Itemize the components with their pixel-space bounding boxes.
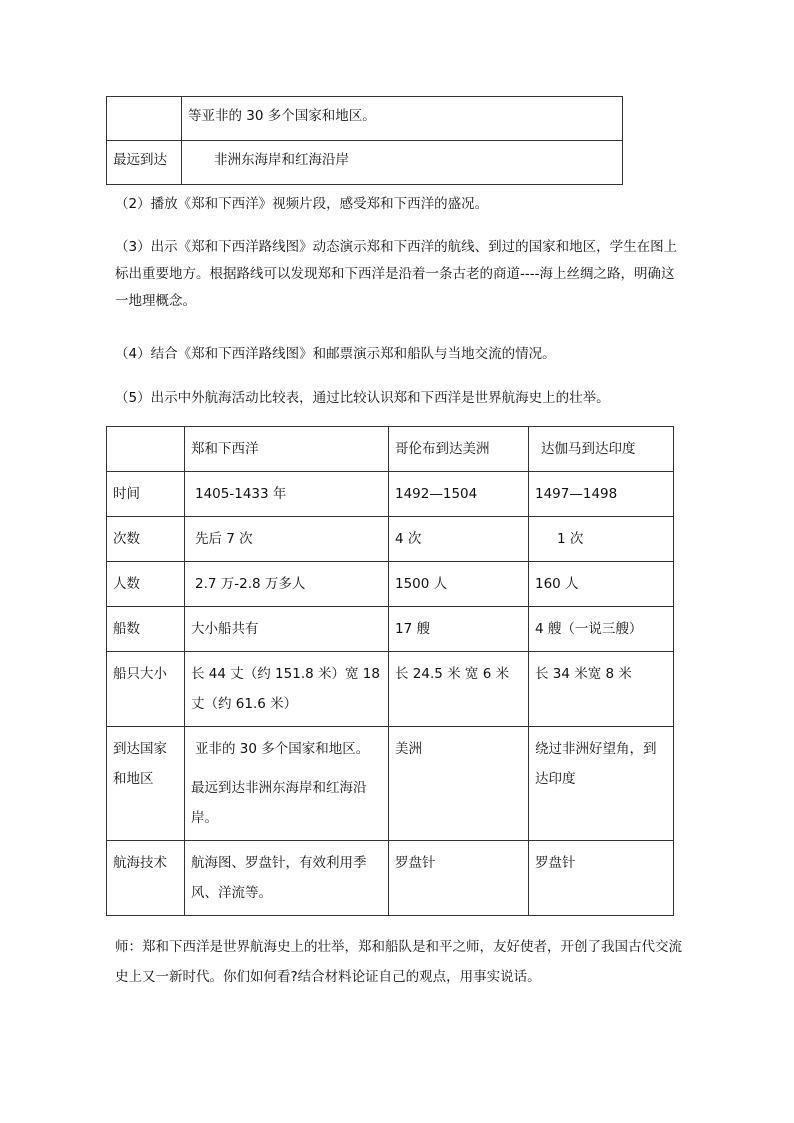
table-row: [107, 841, 674, 916]
cell-zheng-he: 航海图、罗盘针，有效利用季风、洋流等。: [185, 841, 389, 916]
cell-columbus: 美洲: [389, 727, 529, 841]
cell-columbus: 长 24.5 米 宽 6 米: [389, 652, 529, 727]
row-label: 最远到达: [107, 141, 182, 185]
cell-columbus: 1500 人: [389, 562, 529, 607]
step-5: （5）出示中外航海活动比较表，通过比较认识郑和下西洋是世界航海史上的壮举。: [115, 390, 610, 406]
header-blank: [107, 427, 185, 472]
row-value: [182, 141, 623, 185]
row-label: 船只大小: [107, 652, 185, 727]
cell-text: 2.7 万-2.8 万多人: [195, 576, 306, 592]
table-row: [107, 141, 623, 185]
row-label: 到达国家和地区: [107, 727, 185, 841]
header-zheng-he: 郑和下西洋: [185, 427, 389, 472]
cell-zheng-he: [185, 727, 389, 841]
row-value: 等亚非的 30 多个国家和地区。: [182, 97, 623, 141]
table-row: [107, 97, 623, 141]
step-4: （4）结合《郑和下西洋路线图》和邮票演示郑和船队与当地交流的情况。: [115, 346, 556, 362]
cell-text: 1405-1433 年: [195, 486, 287, 502]
table-row: [107, 727, 674, 841]
cell-columbus: 4 次: [389, 517, 529, 562]
cell-columbus: 1492—1504: [389, 472, 529, 517]
row-label: 航海技术: [107, 841, 185, 916]
table-row: [107, 607, 674, 652]
farthest-destination: 非洲东海岸和红海沿岸: [214, 152, 349, 168]
cell-zheng-he: 长 44 丈（约 151.8 米）宽 18 丈（约 61.6 米）: [185, 652, 389, 727]
cell-text: 1 次: [557, 531, 584, 547]
row-label: 时间: [107, 472, 185, 517]
cell-columbus: 罗盘针: [389, 841, 529, 916]
cell-columbus: 17 艘: [389, 607, 529, 652]
header-da-gama: [529, 427, 674, 472]
cell-zheng-he: 大小船共有: [185, 607, 389, 652]
cell-zheng-he: [185, 472, 389, 517]
header-columbus: 哥伦布到达美洲: [389, 427, 529, 472]
row-label: 船数: [107, 607, 185, 652]
table-row: [107, 562, 674, 607]
cell-text-extra: 最远到达非洲东海岸和红海沿岸。: [191, 780, 367, 826]
header-da-gama-label: 达伽马到达印度: [541, 441, 636, 457]
cell-text: 先后 7 次: [195, 531, 253, 547]
cell-zheng-he: [185, 517, 389, 562]
step-2: （2）播放《郑和下西洋》视频片段，感受郑和下西洋的盛况。: [115, 196, 489, 212]
table-row: [107, 652, 674, 727]
cell-text: 亚非的 30 多个国家和地区。: [195, 741, 370, 757]
cell-da-gama: 4 艘（一说三艘）: [529, 607, 674, 652]
step-3: （3）出示《郑和下西洋路线图》动态演示郑和下西洋的航线、到过的国家和地区，学生在图上标出重要地方。根据路线可以发现郑和下西洋是沿着一条古老的商道----海上丝绸之路，明确这一地理概念。: [115, 239, 678, 309]
row-label: 次数: [107, 517, 185, 562]
row-label: [107, 97, 182, 141]
table-row: [107, 517, 674, 562]
summary-table: [106, 96, 623, 185]
cell-spacer: [191, 764, 382, 773]
row-label: 人数: [107, 562, 185, 607]
table-row: [107, 472, 674, 517]
cell-da-gama: [529, 517, 674, 562]
cell-da-gama: 1497—1498: [529, 472, 674, 517]
table-header-row: [107, 427, 674, 472]
cell-da-gama: 160 人: [529, 562, 674, 607]
teacher-closing-remark: 师：郑和下西洋是世界航海史上的壮举，郑和船队是和平之师，友好使者，开创了我国古代交流史上又一新时代。你们如何看?结合材料论证自己的观点，用事实说话。: [115, 939, 682, 985]
cell-da-gama: 长 34 米宽 8 米: [529, 652, 674, 727]
cell-da-gama: 罗盘针: [529, 841, 674, 916]
cell-da-gama: 绕过非洲好望角，到达印度: [529, 727, 674, 841]
voyage-comparison-table: [106, 426, 674, 916]
cell-zheng-he: [185, 562, 389, 607]
